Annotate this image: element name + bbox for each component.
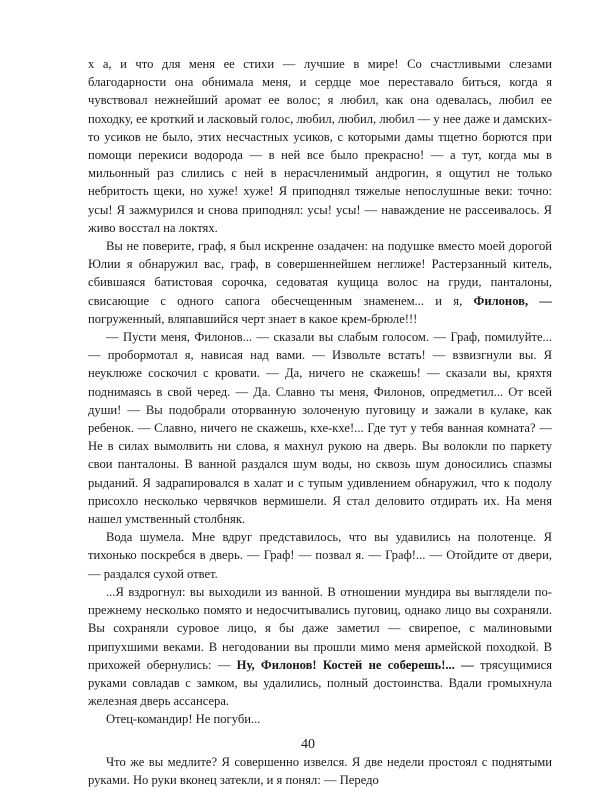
- bold-exclamation: Ну, Филонов! Костей не соберешь!... —: [236, 657, 474, 672]
- paragraph-3: — Пусти меня, Филонов... — сказали вы слабым голосом. — Граф, помилуйте... — пробормотал я, нависая над вами. — Извольте встать! — взвизгнули вы. Я неуклюже соскочил с кровати. — Да, ничего не скажешь! — сказали вы, кряхтя поднимаясь в свой черед. — Да. Славно ты меня, Филонов, опредметил... От всей души! — Вы подобрали оторванную золоченую пуговицу и зажали в кулаке, как ребенок. — Славно, ничего не скажешь, кхе-кхе!... Где тут у тебя ванная комната? — Не в силах вымолвить ни слова, я махнул рукою на дверь. Вы волокли по паркету свои панталоны. В ванной раздался шум воды, но сквозь шум доносились спазмы рыданий. Я задрапировался в халат и с тупым удивлением обнаружил, что к подолу присохло несколько червячков вермишели. Я стал деловито отдирать их. На меня нашел умственный столбняк.: [88, 330, 552, 527]
- paragraph-4: Вода шумела. Мне вдруг представилось, что вы удавились на полотенце. Я тихонько поскребся в дверь. — Граф! — позвал я. — Граф!... — Отойдите от двери, — раздался сухой ответ.: [88, 530, 552, 581]
- paragraph-5: ...Я вздрогнул: вы выходили из ванной. В отношении мундира вы выглядели по-прежнему несколько помято и недосчитывались пуговиц, однако лицо вы сохраняли. Вы сохраняли суровое лицо, я бы даже заметил — свирепое, с малиновыми припухшими веками. В негодовании вы прошли мимо меня армейской походкой. В прихожей обернулись: — Ну, Филонов! Костей не соберешь!... — трясущимися руками совладав с замком, вы удалились, полный достоинства. Вдали громыхнула железная дверь ассансера.: [88, 584, 552, 709]
- paragraph-1: х а, и что для меня ее стихи — лучшие в мире! Со счастливыми слезами благодарности она обнимала меня, и сердце мое переставало биться, когда я чувствовал нежнейший аромат ее волос; я любил, как она одевалась, любил ее походку, ее кроткий и ласковый голос, любил, любил, любил — у нее даже и дамских-то усиков не было, этих несчастных усиков, с которыми дамы тщетно борются при помощи перекиси водорода — в ней все было прекрасно! — а тут, когда мы в мильонный раз слились с ней в нерасчленимый андрогин, я ощутил не только небритость щеки, но хуже! хуже! Я приподнял тяжелые непослушные веки: точно: усы! Я зажмурился и снова приподнял: усы! усы! — наваждение не рассеивалось. Я живо восстал на локтях.: [88, 57, 552, 235]
- page-text: [88, 55, 552, 789]
- page-number: 40: [301, 737, 315, 752]
- paragraph-2: Вы не поверите, граф, я был искренне озадачен: на подушке вместо моей дорогой Юлии я обнаружил вас, граф, в совершеннейшем неглиже! Растерзанный китель, сбившаяся батистовая сорочка, седоватая кущица волос на груди, панталоны, свисающие с одного сапога обесчещенным знаменем... и я, Филонов, — погруженный, вляпавшийся черт знает в какое крем-брюле!!!: [88, 239, 552, 326]
- paragraph-6: Отец-командир! Не погуби...: [106, 712, 261, 727]
- bold-name-filonov: Филонов, —: [473, 293, 552, 308]
- paragraph-7: Что же вы медлите? Я совершенно извелся. Я две недели простоял с поднятыми руками. Но руки вконец затекли, и я понял: — Передо: [88, 754, 552, 787]
